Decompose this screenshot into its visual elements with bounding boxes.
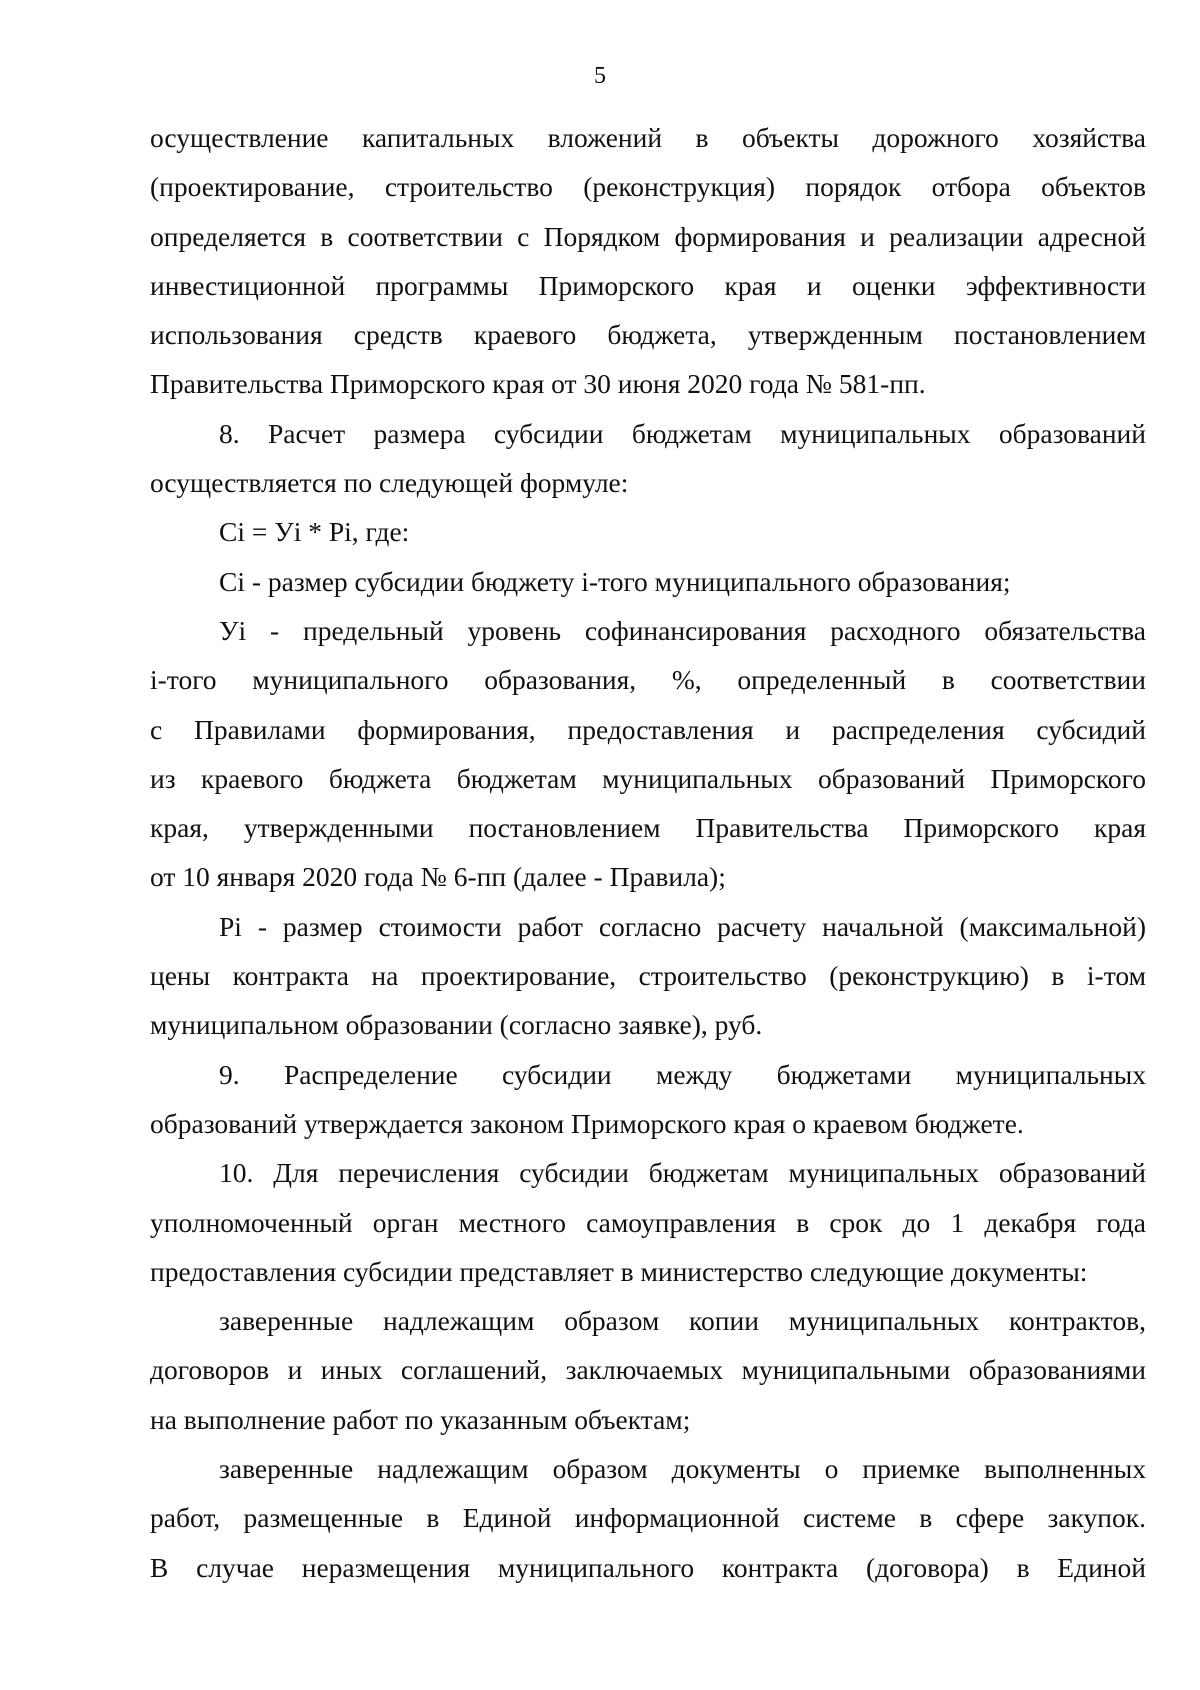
paragraph-clause-9 — [150, 1050, 1146, 1149]
text-line: 8. Расчет размера субсидии бюджетам муниципальных образований — [219, 417, 1146, 449]
text-line: от 10 января 2020 года № 6-пп (далее - Правила); — [150, 861, 726, 893]
paragraph-definition-yi — [150, 606, 1146, 902]
text-line: с Правилами формирования, предоставления и распределения субсидий — [150, 713, 1146, 745]
page-number: 5 — [594, 63, 606, 89]
text-line: муниципальном образовании (согласно заявке), руб. — [150, 1009, 763, 1041]
text-line: 9. Распределение субсидии между бюджетами муниципальных — [219, 1058, 1146, 1090]
text-line: края, утвержденными постановлением Правительства Приморского края — [150, 812, 1146, 844]
paragraph-capital-investments — [150, 113, 1146, 409]
text-line: Pi - размер стоимости работ согласно расчету начальной (максимальной) — [219, 910, 1146, 942]
text-line: Ci - размер субсидии бюджету i-того муниципального образования; — [219, 565, 1011, 597]
text-line: Правительства Приморского края от 30 июня 2020 года № 581-пп. — [150, 368, 926, 400]
text-line: образований утверждается законом Приморского края о краевом бюджете. — [150, 1107, 1024, 1139]
text-line: i-того муниципального образования, %, определенный в соответствии — [150, 664, 1146, 696]
formula-line: Ci = Уi * Pi, где: — [219, 516, 410, 548]
text-line: В случае неразмещения муниципального контракта (договора) в Единой — [150, 1551, 1146, 1583]
text-line: договоров и иных соглашений, заключаемых муниципальными образованиями — [150, 1354, 1146, 1386]
text-line: из краевого бюджета бюджетам муниципальных образований Приморского — [150, 762, 1146, 794]
text-line: предоставления субсидии представляет в министерство следующие документы: — [150, 1255, 1088, 1287]
text-line: 10. Для перечисления субсидии бюджетам муниципальных образований — [219, 1157, 1146, 1189]
text-line: определяется в соответствии с Порядком формирования и реализации адресной — [150, 220, 1146, 252]
paragraph-documents-contracts — [150, 1296, 1146, 1444]
paragraph-definition-pi — [150, 902, 1146, 1050]
text-line: Уi - предельный уровень софинансирования расходного обязательства — [219, 614, 1146, 646]
paragraph-clause-10 — [150, 1148, 1146, 1296]
document-body — [150, 113, 1146, 1592]
paragraph-formula — [150, 507, 1146, 556]
text-line: заверенные надлежащим образом документы о приемке выполненных — [219, 1453, 1146, 1485]
text-line: работ, размещенные в Единой информационной системе в сфере закупок. — [150, 1502, 1146, 1534]
text-line: заверенные надлежащим образом копии муниципальных контрактов, — [219, 1305, 1146, 1337]
text-line: на выполнение работ по указанным объектам; — [150, 1403, 691, 1435]
text-line: уполномоченный орган местного самоуправления в срок до 1 декабря года — [150, 1206, 1146, 1238]
paragraph-definition-ci — [150, 557, 1146, 606]
text-line: инвестиционной программы Приморского края и оценки эффективности — [150, 269, 1146, 301]
paragraph-documents-acceptance — [150, 1444, 1146, 1592]
paragraph-clause-8 — [150, 409, 1146, 508]
text-line: (проектирование, строительство (реконструкция) порядок отбора объектов — [150, 171, 1146, 203]
text-line: цены контракта на проектирование, строительство (реконструкцию) в i-том — [150, 960, 1146, 992]
text-line: осуществляется по следующей формуле: — [150, 467, 629, 499]
text-line: использования средств краевого бюджета, утвержденным постановлением — [150, 319, 1146, 351]
text-line: осуществление капитальных вложений в объекты дорожного хозяйства — [150, 122, 1146, 153]
